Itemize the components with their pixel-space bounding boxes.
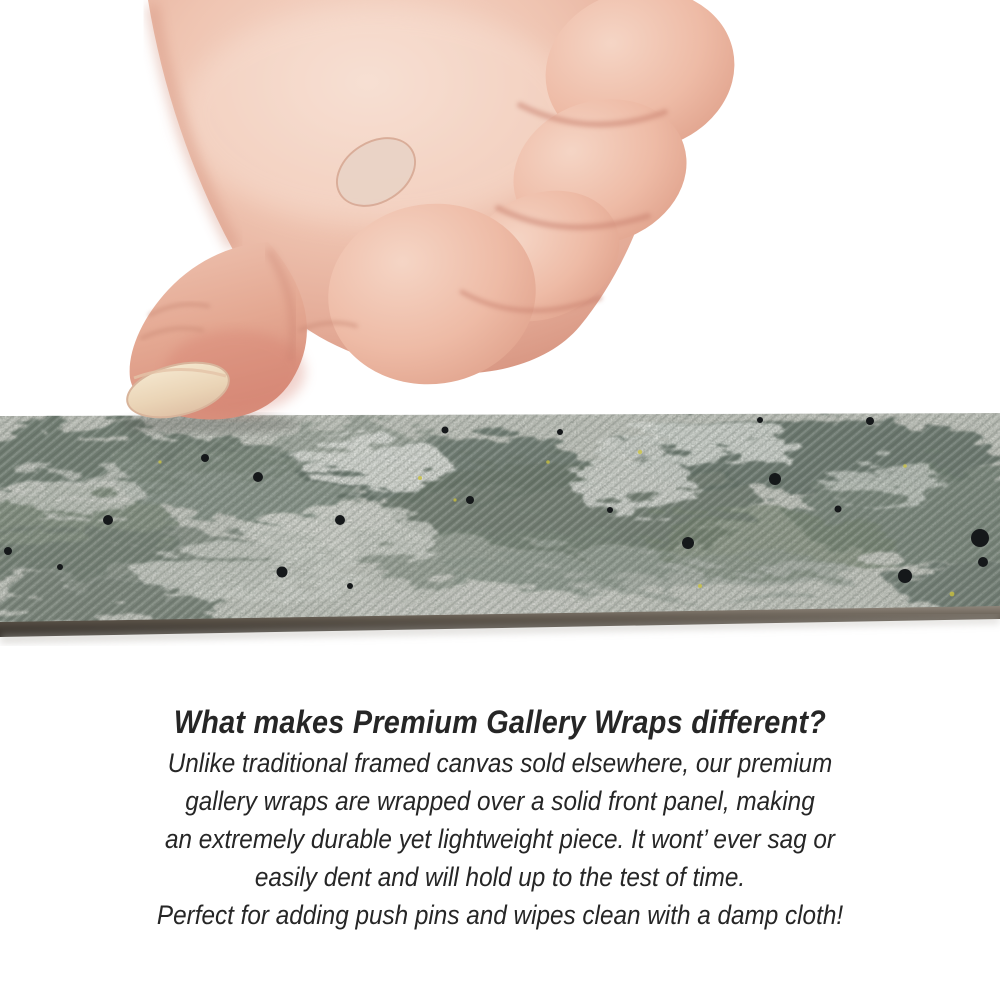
canvas-grain <box>0 410 1000 630</box>
caption-block <box>0 700 1000 934</box>
caption-line: easily dent and will hold up to the test of time. <box>254 862 746 892</box>
caption-line: gallery wraps are wrapped over a solid front panel, making <box>185 786 815 816</box>
canvas-strip <box>0 406 1000 643</box>
hand-photo <box>121 0 749 427</box>
caption-line: an extremely durable yet lightweight piece. It wont’ ever sag or <box>165 824 835 854</box>
caption-heading: What makes Premium Gallery Wraps different? <box>173 704 827 740</box>
caption-line: Perfect for adding push pins and wipes clean with a damp cloth! <box>156 900 844 930</box>
caption-line: Unlike traditional framed canvas sold elsewhere, our premium <box>167 748 833 778</box>
